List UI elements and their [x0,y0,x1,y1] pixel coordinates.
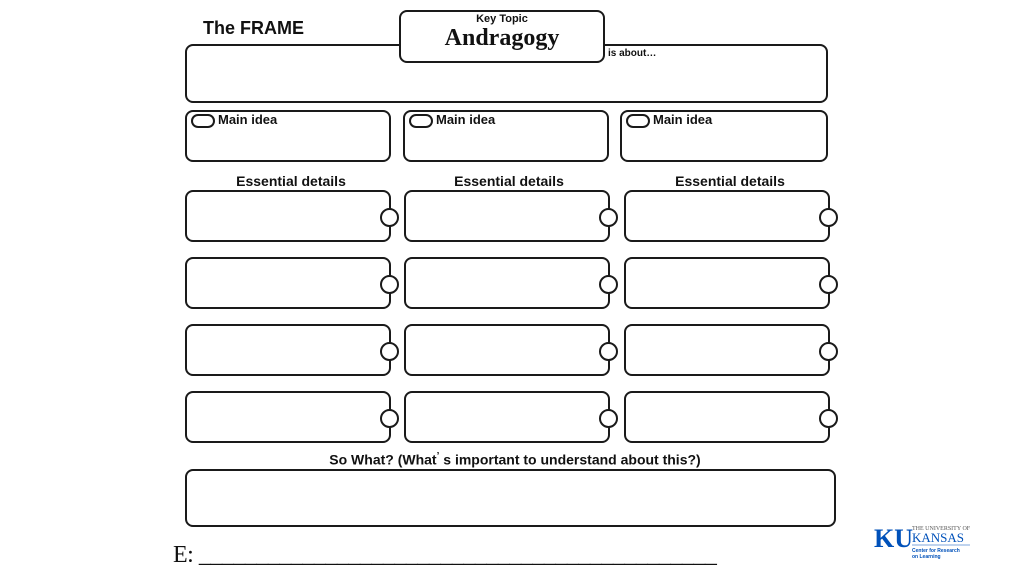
main-idea-box-1[interactable] [185,110,391,162]
key-topic-label: Key Topic [476,13,528,25]
ku-logo-line4: on Learning [912,554,941,560]
circle-knob-icon [380,208,399,227]
frame-title: The FRAME [203,18,304,38]
detail-box[interactable] [404,391,610,443]
extension-label: E: [173,542,199,568]
pill-icon [191,114,215,128]
detail-box[interactable] [185,190,391,242]
extension-blank: _____________________________________________ [198,542,717,568]
so-what-prompt [185,451,845,468]
circle-knob-icon [819,409,838,428]
pill-icon [409,114,433,128]
ku-logo-line3: Center for Research [912,548,960,554]
detail-box[interactable] [404,190,610,242]
so-what-apostrophe: ’ [436,451,440,462]
detail-box[interactable] [185,324,391,376]
ku-logo-line1: THE UNIVERSITY OF [912,526,971,532]
circle-knob-icon [599,409,618,428]
detail-box[interactable] [624,257,830,309]
extension-line[interactable] [173,542,853,569]
main-idea-box-3[interactable] [620,110,828,162]
circle-knob-icon [819,275,838,294]
ku-logo-graphic [874,522,974,562]
pill-icon [626,114,650,128]
main-idea-box-2[interactable] [403,110,609,162]
is-about-label: is about… [608,48,657,59]
circle-knob-icon [819,208,838,227]
essential-details-heading-3: Essential details [675,173,785,189]
so-what-box[interactable] [185,469,836,527]
so-what-prompt-start: So What? (What [329,451,437,468]
circle-knob-icon [819,342,838,361]
essential-details-heading-1: Essential details [236,173,346,189]
ku-logo [874,522,974,562]
circle-knob-icon [599,275,618,294]
key-topic-box[interactable] [399,10,605,63]
essential-details-heading-2: Essential details [454,173,564,189]
detail-box[interactable] [624,190,830,242]
ku-logo-line2: KANSAS [912,530,965,545]
circle-knob-icon [599,342,618,361]
circle-knob-icon [380,409,399,428]
detail-box[interactable] [404,324,610,376]
detail-box[interactable] [404,257,610,309]
detail-box[interactable] [185,391,391,443]
detail-box[interactable] [185,257,391,309]
circle-knob-icon [380,342,399,361]
detail-box[interactable] [624,324,830,376]
circle-knob-icon [380,275,399,294]
main-idea-label-3: Main idea [653,112,713,127]
main-idea-label-1: Main idea [218,112,278,127]
ku-logo-letters: KU [874,524,913,553]
so-what-prompt-end: s important to understand about this?) [439,451,701,468]
detail-box[interactable] [624,391,830,443]
main-idea-label-2: Main idea [436,112,496,127]
circle-knob-icon [599,208,618,227]
key-topic-value: Andragogy [444,25,560,51]
